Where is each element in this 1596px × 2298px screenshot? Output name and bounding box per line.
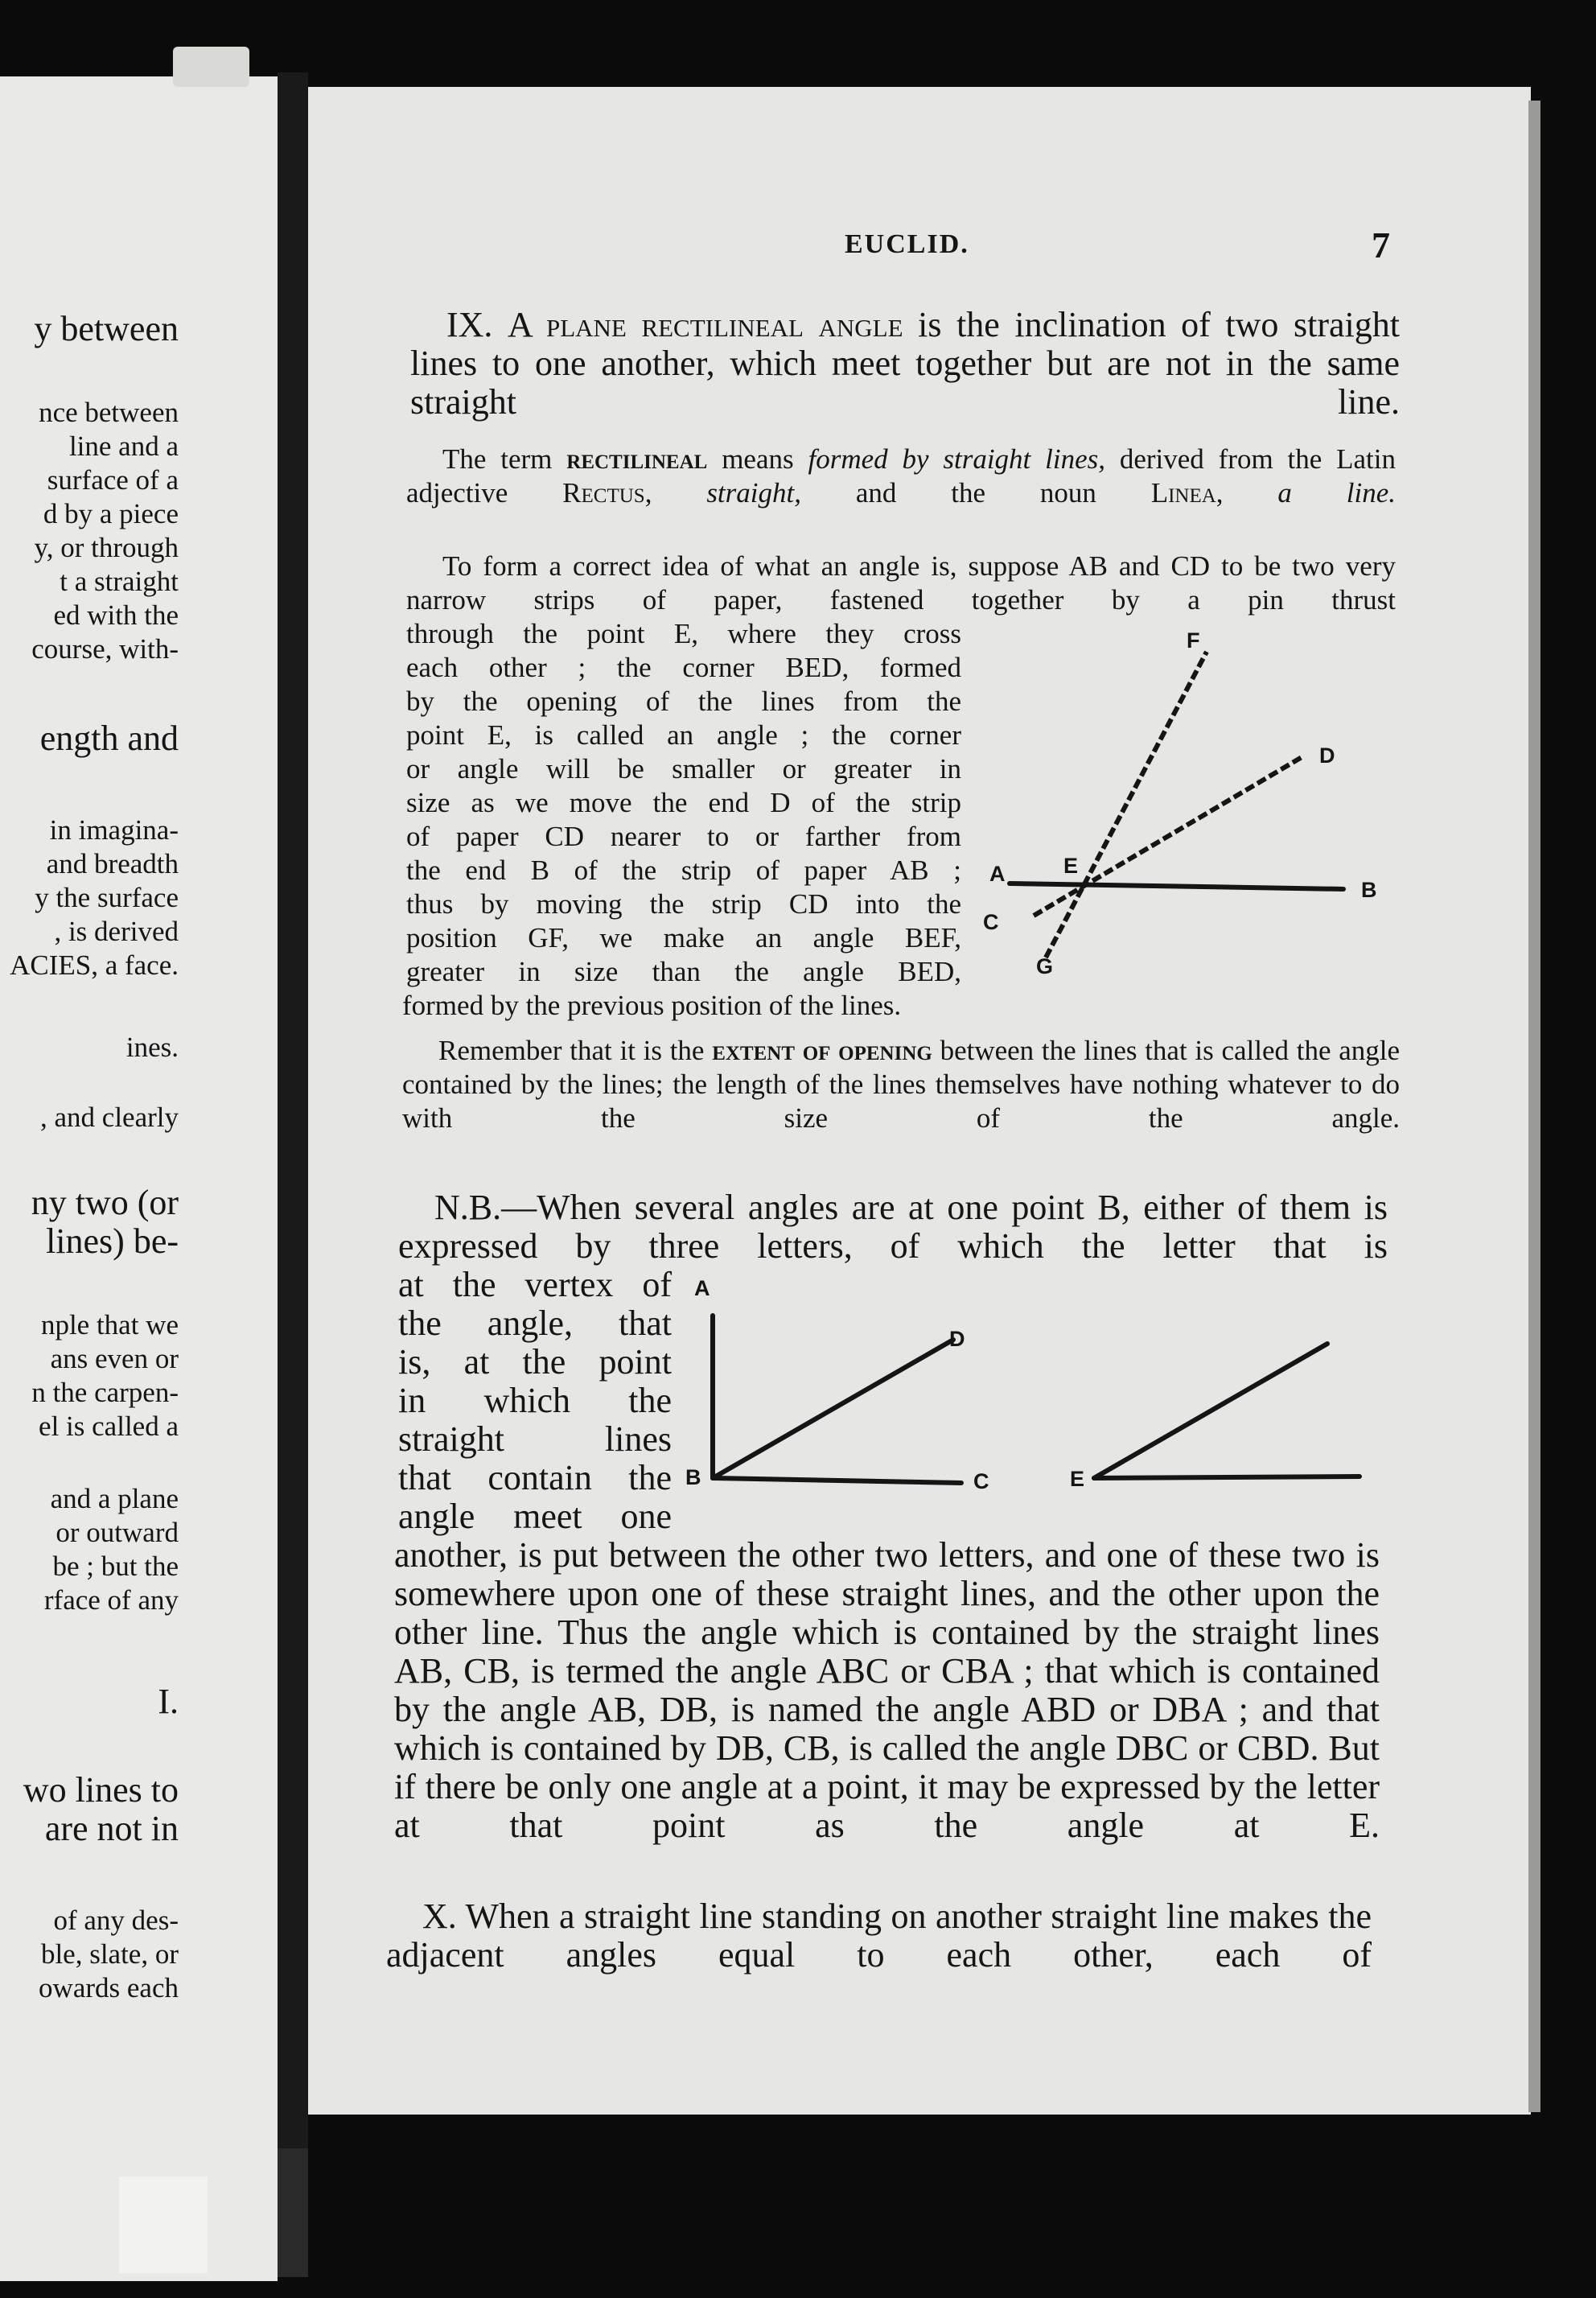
left-page-line: ans even or: [50, 1343, 179, 1374]
left-page-line: wo lines to: [23, 1771, 179, 1810]
angle-figure-2: [676, 1275, 1384, 1501]
form-wrap-line: of paper CD nearer to or farther from: [406, 821, 961, 852]
left-page-line: surface of a: [47, 464, 179, 496]
strip-gf: [1046, 652, 1207, 958]
left-page-line: are not in: [44, 1810, 179, 1848]
form-wrap-line: thus by moving the strip CD into the: [406, 888, 961, 920]
left-page-line: lines) be-: [46, 1222, 179, 1261]
form-wrap-line: or angle will be smaller or greater in: [406, 753, 961, 785]
book-gutter: [278, 72, 308, 2148]
strip-ab: [1010, 883, 1343, 889]
remember-paragraph: [402, 1034, 1400, 1135]
nb-wrap-line: that contain the: [398, 1458, 672, 1497]
term-linea: Linea,: [1150, 477, 1224, 509]
label-d: D: [1319, 743, 1335, 768]
form-wrap-line: each other ; the corner BED, formed: [406, 652, 961, 683]
left-page-line: ed with the: [53, 599, 179, 631]
left-page: [0, 76, 278, 2281]
running-header: EUCLID.: [845, 229, 969, 259]
definition-x-text: When a straight line standing on another straight line makes the adjacent angles equal to each other, each of: [386, 1896, 1372, 1975]
left-page-line: n the carpen-: [31, 1377, 179, 1408]
left-page-line: nce between: [39, 397, 179, 428]
definition-x: [386, 1897, 1372, 1975]
label-c: C: [983, 910, 999, 934]
left-page-line: y between: [34, 310, 179, 348]
left-page-line: in imagina-: [49, 814, 179, 846]
remember-text-a: Remember that it is the: [438, 1035, 705, 1066]
nb-paragraph-wrapped: [398, 1266, 672, 1536]
nb-wrap-line: the angle, that: [398, 1303, 672, 1343]
definition-text: is the inclination of two straight lines to one another, which meet together but are not in the same straight line.: [410, 305, 1400, 422]
left-page-line: nple that we: [40, 1309, 179, 1340]
label-f: F: [1187, 628, 1200, 653]
term-text-a: The term: [442, 443, 553, 475]
form-paragraph-wrapped: [406, 617, 961, 989]
form-paragraph-lead: [406, 550, 1396, 617]
term-text-e: derived from the Latin adjective: [406, 443, 1396, 509]
term-rectilineal: rectilineal: [566, 443, 708, 475]
nb-wrap-line: straight lines: [398, 1419, 672, 1459]
term-paragraph: [406, 443, 1396, 510]
angle-figure-1: [973, 628, 1392, 998]
page-number: 7: [1372, 224, 1392, 266]
left-page-line: ny two (or: [31, 1184, 179, 1222]
extent-of-opening: extent of opening: [712, 1035, 932, 1066]
left-page-line: line and a: [68, 430, 179, 462]
left-page-line: , is derived: [54, 916, 179, 947]
line-e-horizontal: [1094, 1476, 1359, 1478]
nb-wrap-line: at the vertex of: [398, 1265, 672, 1304]
label-e: E: [1063, 854, 1079, 878]
left-page-line: be ; but the: [52, 1551, 179, 1582]
nb-lead-text: N.B.—When several angles are at one point B, either of them is expressed by three letters, of which the letter that is: [398, 1188, 1388, 1266]
definition-x-number: X.: [422, 1896, 457, 1936]
label-b: B: [685, 1465, 701, 1489]
nb-wrap-line: in which the: [398, 1381, 672, 1420]
left-page-line: of any des-: [53, 1905, 179, 1936]
book-gutter-lower: [278, 2148, 308, 2277]
form-wrap-line: by the opening of the lines from the: [406, 686, 961, 717]
nb-paragraph-lead: [398, 1188, 1388, 1266]
label-a: A: [989, 862, 1006, 886]
left-page-line: course, with-: [31, 633, 179, 665]
binding-tape-bottom: [119, 2177, 208, 2273]
term-meaning: formed by straight lines,: [808, 443, 1105, 475]
line-e-inclined: [1094, 1344, 1327, 1478]
nb-wrap-line: angle meet one: [398, 1497, 672, 1536]
label-d: D: [949, 1327, 965, 1351]
strip-cd: [1034, 756, 1303, 916]
label-b: B: [1361, 878, 1377, 902]
form-wrap-line: position GF, we make an angle BEF,: [406, 922, 961, 953]
label-c: C: [973, 1469, 989, 1493]
left-page-line: ines.: [125, 1032, 179, 1063]
left-page-line: t a straight: [60, 566, 179, 597]
left-page-line: ACIES, a face.: [10, 949, 179, 981]
form-wrap-line: point E, is called an angle ; the corner: [406, 719, 961, 751]
label-e: E: [1070, 1467, 1085, 1491]
left-page-line: , and clearly: [40, 1102, 179, 1133]
term-text-h: and the noun: [855, 477, 1096, 509]
left-page-line: I.: [158, 1682, 179, 1721]
term-text-c: means: [722, 443, 794, 475]
definition-ix: [410, 306, 1400, 422]
term-a-line: a line.: [1277, 477, 1396, 509]
left-page-line: ength and: [39, 719, 179, 758]
label-g: G: [1036, 954, 1054, 978]
term-rectus: Rectus,: [562, 477, 652, 509]
form-paragraph-tail: formed by the previous position of the lines.: [402, 990, 902, 1021]
left-page-line: or outward: [56, 1517, 179, 1548]
left-page-line: ble, slate, or: [40, 1938, 179, 1970]
remember-text-c: between the lines that is called the angle contained by the lines; the length of the lines themselves have nothing whatever to do with the size of the angle.: [402, 1035, 1401, 1134]
left-page-line: owards each: [39, 1972, 179, 2004]
nb-paragraph-tail: another, is put between the other two letters, and one of these two is somewhere upon one of these straight lines, and the other upon the other line. Thus the angle which is contained by the straight lines AB, CB, is termed the angle ABC or CBA ; that which is contained by the angle AB, DB, is named the angle ABD or DBA ; and that which is contained by DB, CB, is called the angle DBC or CBD. But if there be only one angle at a point, it may be expressed by the letter at that point as the angle at E.: [394, 1535, 1380, 1845]
line-bc: [713, 1478, 961, 1483]
form-wrap-line: greater in size than the angle BED,: [406, 956, 961, 987]
definition-number: IX.: [446, 305, 493, 344]
form-wrap-line: through the point E, where they cross: [406, 618, 961, 649]
left-page-line: d by a piece: [43, 498, 179, 529]
left-page-line: rface of any: [43, 1584, 179, 1616]
binding-tape-top: [173, 47, 249, 87]
form-wrap-line: the end B of the strip of paper AB ;: [406, 855, 961, 886]
term-straight: straight,: [706, 477, 801, 509]
label-a: A: [694, 1276, 710, 1300]
left-page-line: and breadth: [46, 848, 179, 879]
left-page-line: y the surface: [35, 882, 179, 913]
line-bd: [713, 1340, 953, 1478]
defined-term: A plane rectilineal angle: [508, 305, 903, 344]
left-page-line: el is called a: [39, 1411, 179, 1442]
page-edge: [1528, 101, 1540, 2112]
nb-wrap-line: is, at the point: [398, 1342, 672, 1382]
left-page-line: and a plane: [50, 1483, 179, 1514]
left-page-line: y, or through: [34, 532, 179, 563]
form-wrap-line: size as we move the end D of the strip: [406, 787, 961, 818]
form-paragraph-lead-text: To form a correct idea of what an angle is, suppose AB and CD to be two very narrow strips of paper, fastened together by a pin thrust: [406, 550, 1396, 616]
